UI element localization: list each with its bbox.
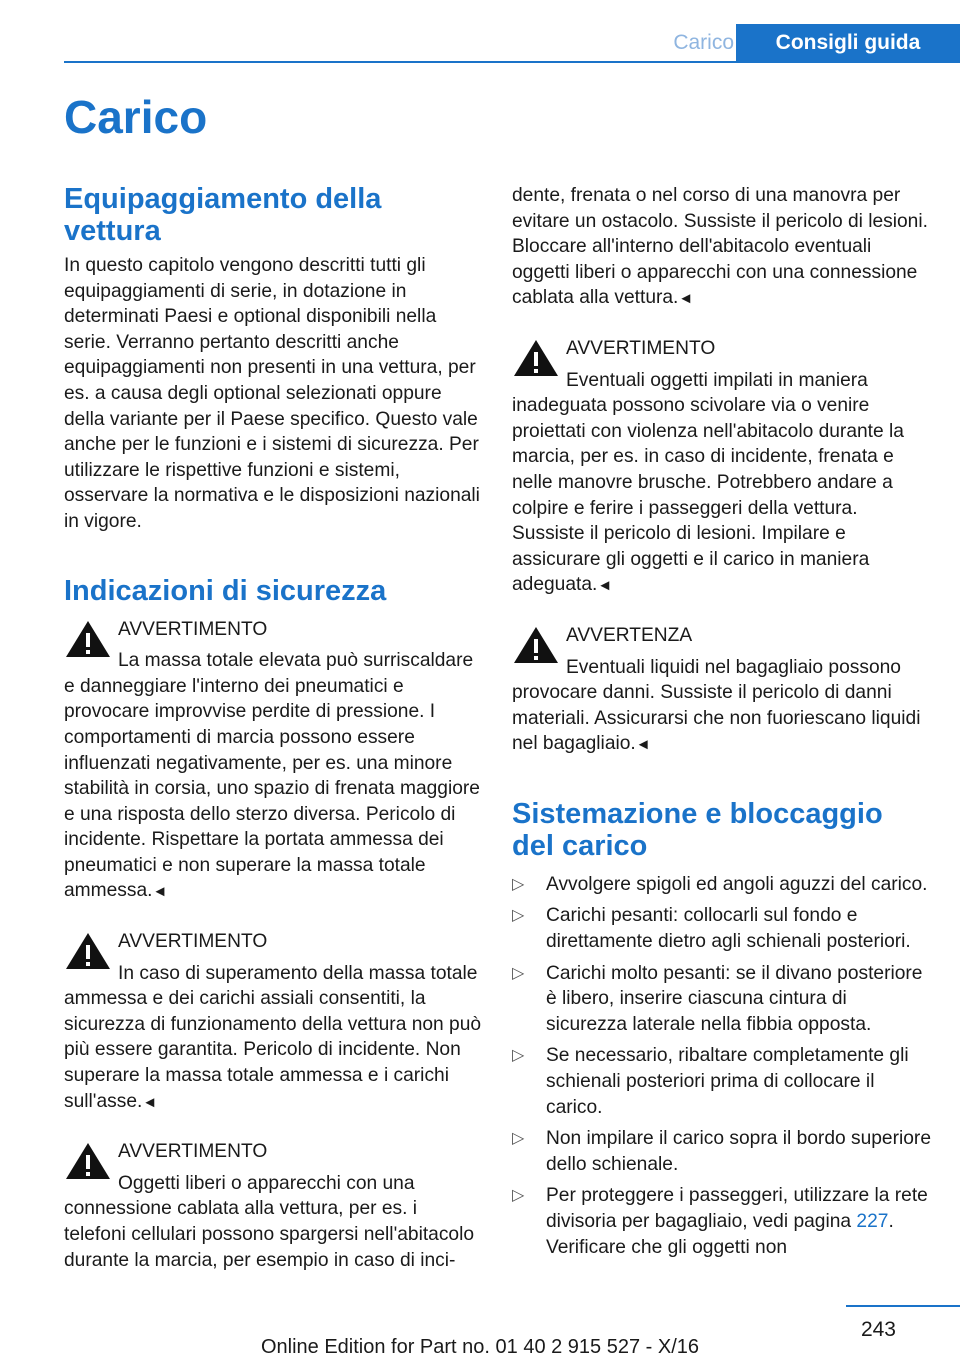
footer-edition: Online Edition for Part no. 01 40 2 915 527 - X/16	[260, 1336, 700, 1358]
end-mark-icon: ◄	[597, 577, 613, 595]
header-section-label: Carico	[673, 31, 734, 54]
list-item-text: Non impilare il carico sopra il bordo superiore dello schienale.	[546, 1128, 931, 1175]
bullet-icon: ▷	[512, 1047, 525, 1065]
bullet-icon: ▷	[512, 964, 525, 982]
list-item-text: Per proteggere i passeggeri, utilizzare la rete divisoria per bagagliaio, vedi pagina	[546, 1185, 928, 1232]
warning-text: In caso di superamento della massa totale ammessa e dei carichi assiali consentiti, la sicurezza di funzionamento della vettura non può più essere garantita. Pericolo di incidente. Non superare la massa totale ammessa e i carichi sull'asse.	[64, 962, 482, 1112]
stowing-heading: Sistemazione e bloccaggio del carico	[512, 797, 883, 862]
page-number: 243	[860, 1318, 896, 1341]
end-mark-icon: ◄	[142, 1093, 158, 1111]
warning-block	[512, 623, 932, 758]
warning-title: AVVERTIMENTO	[118, 931, 268, 953]
stowing-list	[512, 872, 932, 1260]
list-item	[512, 872, 932, 898]
end-mark-icon: ◄	[678, 290, 694, 308]
warning-title: AVVERTIMENTO	[566, 337, 716, 359]
warning-text: Eventuali liquidi nel bagagliaio possono provocare danni. Sussiste il pericolo di danni materiali. Assicurarsi che non fuoriescano liquidi nel bagagliaio.	[512, 656, 921, 755]
warning-block	[512, 336, 932, 599]
list-item	[512, 1183, 932, 1260]
warning-title: AVVERTIMENTO	[118, 618, 268, 640]
equipment-body: In questo capitolo vengono descritti tutti gli equipaggiamenti di serie, in dotazione in determinati Paesi e optional disponibili nella serie. Verranno pertanto descritti anche equipaggiamenti non presenti in una vettura, per es. a causa degli optional selezionati oppure della variante per il Paese specifico. Questo vale anche per le funzioni e i sistemi di sicurezza. Per utilizzare le rispettive funzioni e sistemi, osservare la normativa e le disposizioni nazionali in vigore.	[64, 255, 480, 532]
warning-block	[64, 1139, 484, 1273]
warning-continuation	[512, 183, 932, 312]
warning-title: AVVERTIMENTO	[118, 1141, 268, 1163]
list-item	[512, 1126, 932, 1177]
warning-text: dente, frenata o nel corso di una manovra per evitare un ostacolo. Sussiste il pericolo di lesioni. Bloccare all'interno dell'abitacolo eventuali oggetti liberi o apparecchi con una connessione cablata alla vettura.	[512, 185, 928, 309]
right-column	[512, 183, 932, 1266]
bullet-icon: ▷	[512, 875, 525, 893]
left-column	[64, 183, 484, 1273]
warning-triangle-icon	[64, 619, 112, 659]
warning-triangle-icon	[64, 931, 112, 971]
warning-title: AVVERTENZA	[566, 624, 693, 646]
bullet-icon: ▷	[512, 1130, 525, 1148]
bullet-icon: ▷	[512, 1187, 525, 1205]
list-item	[512, 961, 932, 1038]
warning-block	[64, 929, 484, 1115]
equipment-heading: Equipaggiamento della vettura	[64, 183, 382, 247]
header-chapter-tab: Consigli guida	[736, 24, 960, 62]
end-mark-icon: ◄	[152, 883, 168, 901]
warning-block	[64, 617, 484, 906]
warning-triangle-icon	[512, 338, 560, 378]
page-title: Carico	[64, 91, 208, 143]
list-item-text: Se necessario, ribaltare completamente gli schienali posteriori prima di collocare il carico.	[546, 1045, 909, 1118]
warning-text: Eventuali oggetti impilati in maniera inadeguata possono scivolare via o venire proiettati con violenza nell'abitacolo durante la marcia, per es. in caso di incidente, frenata e nelle manovre brusche. Potrebbero andare a colpire e ferire i passeggeri della vettura. Sussiste il pericolo di lesioni. Impilare e assicurare gli oggetti e il carico in maniera adeguata.	[512, 369, 904, 596]
list-item-text-suffix: . Verificare che gli oggetti non	[546, 1211, 894, 1258]
warning-text: La massa totale elevata può surriscaldare e danneggiare l'interno dei pneumatici e provocare improvvise perdite di pressione. I comportamenti di marcia possono essere influenzati negativamente, per es. una minore stabilità in corsia, uno spazio di frenata maggiore e una risposta dello sterzo diversa. Pericolo di incidente. Rispettare la portata ammessa dei pneumatici e non superare la massa totale ammessa.	[64, 650, 480, 902]
end-mark-icon: ◄	[635, 736, 651, 754]
warning-triangle-icon	[64, 1141, 112, 1181]
footer-rule	[846, 1305, 960, 1307]
warning-triangle-icon	[512, 625, 560, 665]
list-item	[512, 1043, 932, 1120]
list-item-text: Carichi molto pesanti: se il divano posteriore è libero, inserire ciascuna cintura di sicurezza laterale nella fibbia opposta.	[546, 962, 923, 1035]
list-item	[512, 903, 932, 954]
list-item-text: Carichi pesanti: collocarli sul fondo e direttamente dietro agli schienali posteriori.	[546, 905, 911, 953]
list-item-text: Avvolgere spigoli ed angoli aguzzi del carico.	[546, 873, 928, 895]
header-rule	[64, 61, 960, 63]
bullet-icon: ▷	[512, 907, 525, 925]
page-link-227[interactable]: 227	[856, 1211, 889, 1232]
safety-heading: Indicazioni di sicurezza	[64, 574, 387, 607]
warning-text: Oggetti liberi o apparecchi con una connessione cablata alla vettura, per es. i telefoni cellulari possono spargersi nell'abitacolo durante la marcia, per esempio in caso di inci-	[64, 1172, 475, 1271]
